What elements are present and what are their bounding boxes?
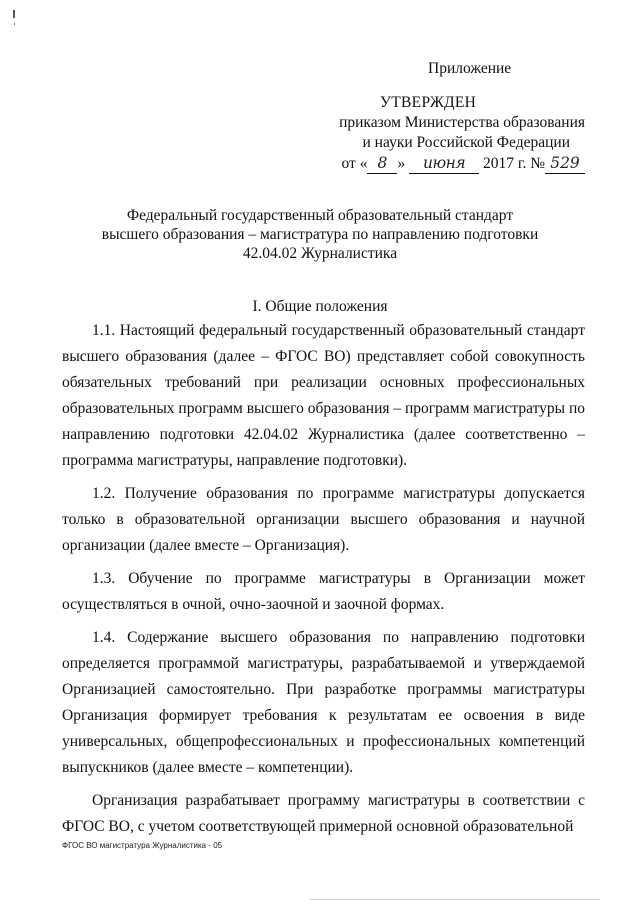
approved-label: УТВЕРЖДЕН <box>380 94 477 111</box>
date-prefix: от « <box>341 155 368 172</box>
title-line-3: 42.04.02 Журналистика <box>242 245 398 262</box>
order-date-line <box>342 153 585 174</box>
section-heading: I. Общие положения <box>252 298 388 315</box>
document-title <box>60 206 580 263</box>
order-line-2: и науки Российской Федерации <box>362 134 570 151</box>
handwritten-order-number: 529 <box>545 153 585 174</box>
paragraph-organization: Организация разрабатывает программу магистратуры в соответствии с ФГОС ВО, с учетом соответствующей примерной основной образовательной <box>62 792 585 835</box>
scan-bottom-edge <box>310 899 600 900</box>
scan-artifact <box>13 10 15 18</box>
scan-artifact <box>14 23 15 25</box>
paragraph-1-1: 1.1. Настоящий федеральный государственный образовательный стандарт высшего образования (далее – ФГОС ВО) представляет собой совокупность обязательных требований при реализации основных профессиональных образовательных программ высшего образования – программ магистратуры по направлению подготовки 42.04.02 Журналистика (далее соответственно – программа магистратуры, направление подготовки). <box>62 322 585 469</box>
order-line-1: приказом Министерства образования <box>339 114 585 131</box>
page-footer: ФГОС ВО магистратура Журналистика - 05 <box>62 841 223 850</box>
handwritten-month: июня <box>409 153 479 174</box>
title-line-2: высшего образования – магистратура по направлению подготовки <box>101 226 539 243</box>
date-year: 2017 г. № <box>482 155 545 172</box>
handwritten-day: 8 <box>367 153 397 174</box>
date-quote-close: » <box>397 155 406 172</box>
title-line-1: Федеральный государственный образовательный стандарт <box>126 207 514 224</box>
annex-label: Приложение <box>428 60 512 77</box>
document-body <box>62 318 585 847</box>
paragraph-1-4: 1.4. Содержание высшего образования по направлению подготовки определяется программой магистратуры, разрабатываемой и утверждаемой Организацией самостоятельно. При разработке программы магистратуры Организация формирует требования к результатам ее освоения в виде универсальных, общепрофессиональных и профессиональных компетенций выпускников (далее вместе – компетенции). <box>62 629 585 776</box>
paragraph-1-3: 1.3. Обучение по программе магистратуры в Организации может осуществляться в очной, очно-заочной и заочной формах. <box>62 570 585 613</box>
paragraph-1-2: 1.2. Получение образования по программе магистратуры допускается только в образовательной организации высшего образования и научной организации (далее вместе – Организация). <box>62 485 585 554</box>
